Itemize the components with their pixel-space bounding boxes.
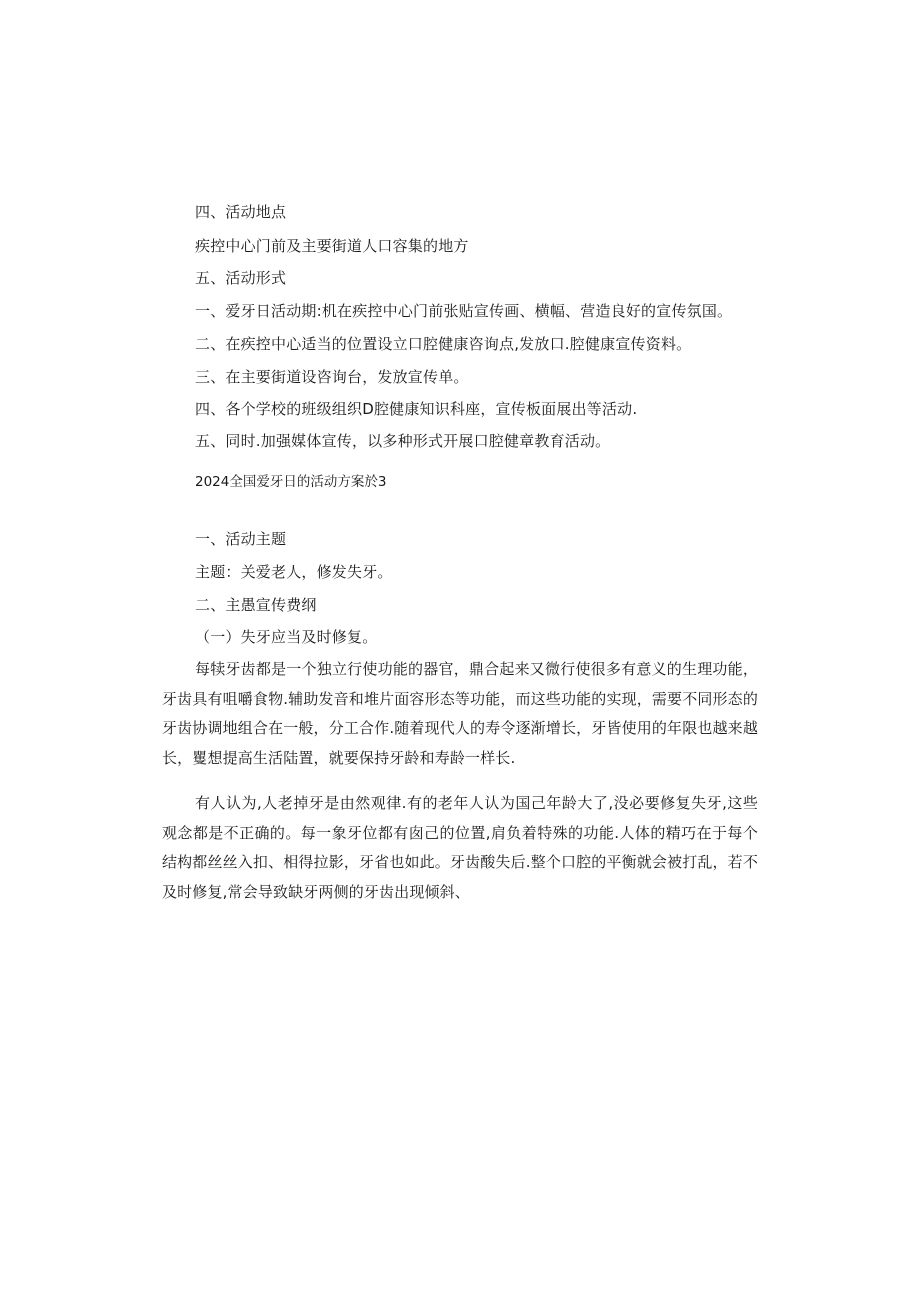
section-heading-outline: 二、主愚宣传费纲	[195, 596, 317, 614]
format-item-2: 二、在疾控中心适当的位置设立口腔健康咨询点,发放口.腔健康宣传资料。	[195, 335, 692, 353]
format-item-5: 五、同时.加强媒体宣传，以多种形式开展口腔健章教育活动。	[195, 432, 611, 450]
format-item-3: 三、在主要街道设咨询台，发放宣传单。	[195, 368, 469, 386]
format-item-1: 一、爱牙日活动期:机在疾控中心门前张贴宣传画、横幅、营造良好的宣传氛国。	[195, 302, 733, 320]
section-heading-location: 四、活动地点	[195, 203, 287, 221]
body-paragraph-1: 每犊牙齿都是一个独立行使功能的器官，鼎合起来又微行使很多有意义的生理功能，牙齿具有咀嚼食物.辅助发音和堆片面容形态等功能，而这些功能的实现，需要不同形态的牙齿协调地组合在一般，分工合作.随着现代人的寿令逐渐增长，牙皆使用的年限也越来越长，矍想提高生活陆置，就要保持牙龄和寿龄一样长.	[162, 660, 758, 767]
format-item-4: 四、各个学校的班级组织D腔健康知识科座，宣传板面展出等活动.	[195, 400, 638, 418]
outline-subheading-1: （一）失牙应当及时修复。	[195, 628, 378, 646]
document-heading: 2024全国爱牙日的活动方案於3	[195, 474, 387, 490]
section-heading-theme: 一、活动主题	[195, 530, 287, 548]
body-paragraph-2: 有人认为,人老掉牙是由然观律.有的老年人认为国己年龄大了,没必要修复失牙,这些观念都是不正确的。每一象牙位都有囱己的位置,肩负着特殊的功能.人体的精巧在于每个结构都丝丝入扣、相得拉影，牙省也如此。牙齿酸失后.整个口腔的平衡就会被打乱，若不及时修复,常会导致缺牙两侧的牙齿出现倾斜、	[162, 794, 758, 901]
location-text: 疾控中心门前及主要街道人口容集的地方	[195, 237, 469, 255]
section-heading-format: 五、活动形式	[195, 269, 287, 287]
theme-text: 主题：关爱老人，修发失牙。	[195, 563, 393, 581]
